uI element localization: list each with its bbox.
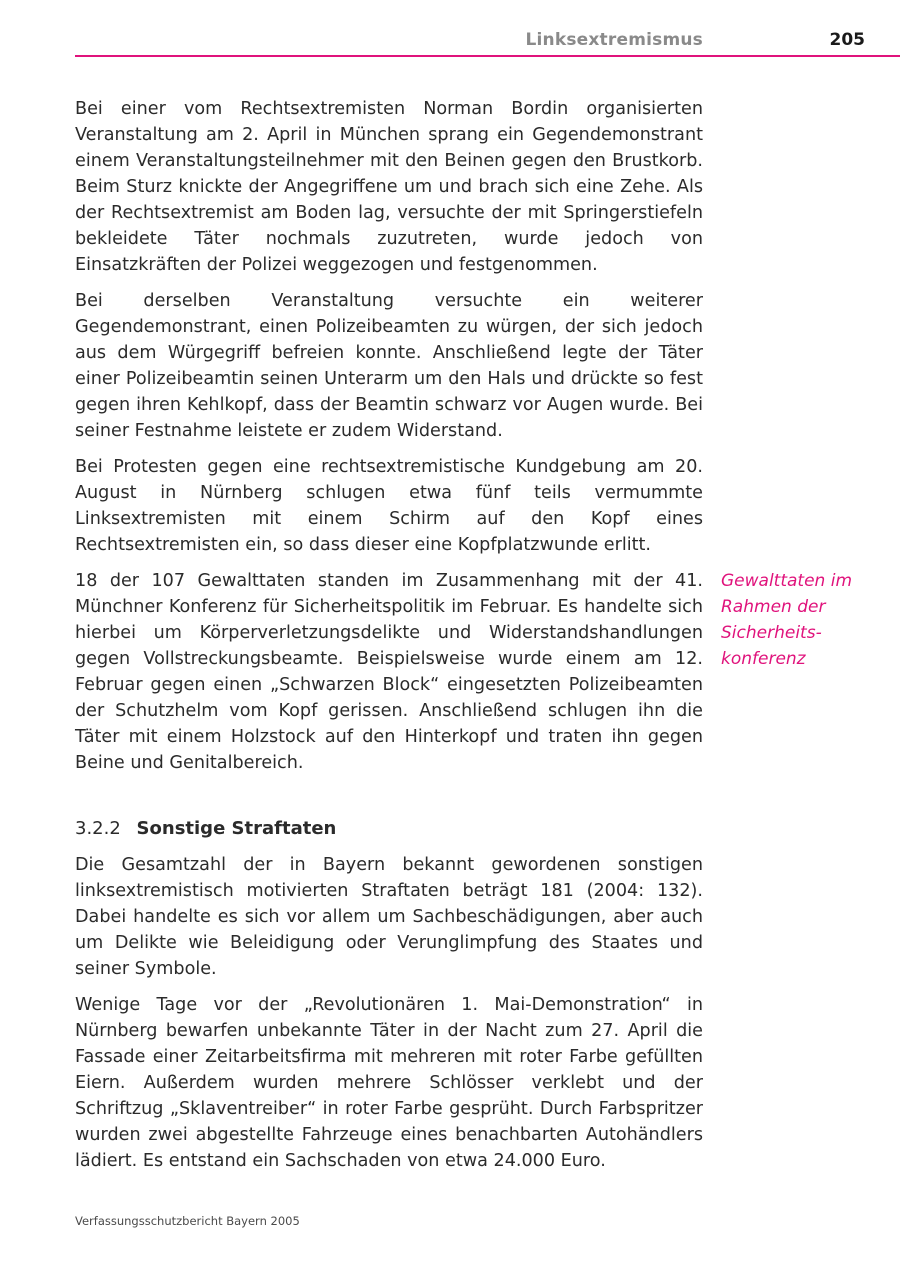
page-number: 205 bbox=[829, 30, 865, 50]
paragraph: Bei derselben Veranstaltung versuchte ein weiterer Gegendemonstrant, einen Polizeibeamten zu würgen, der sich jedoch aus dem Würgegriff befreien konnte. Anschließend legte der Täter einer Polizeibeamtin seinen Unterarm um den Hals und drückte so fest gegen ihren Kehlkopf, dass der Beamtin schwarz vor Augen wurde. Bei seiner Festnahme leistete er zudem Widerstand. bbox=[75, 291, 703, 441]
section-title: Sonstige Straftaten bbox=[136, 818, 337, 839]
page-footer: Verfassungsschutzbericht Bayern 2005 bbox=[75, 1214, 300, 1228]
paragraph: Bei Protesten gegen eine rechtsextremistische Kundgebung am 20. August in Nürnberg schlugen etwa fünf teils vermummte Linksextremisten mit einem Schirm auf den Kopf eines Rechtsextremisten ein, so dass dieser eine Kopfplatzwunde erlitt. bbox=[75, 457, 703, 555]
paragraph: Wenige Tage vor der „Revolutionären 1. Mai-Demonstration“ in Nürnberg bewarfen unbekannte Täter in der Nacht zum 27. April die Fassade einer Zeitarbeitsfirma mit mehreren mit roter Farbe gefüllten Eiern. Außerdem wurden mehrere Schlösser verklebt und der Schriftzug „Sklaventreiber“ in roter Farbe gesprüht. Durch Farbspritzer wurden zwei abgestellte Fahrzeuge eines benachbarten Autohändlers lädiert. Es entstand ein Sachschaden von etwa 24.000 Euro. bbox=[75, 995, 703, 1171]
paragraph: Bei einer vom Rechtsextremisten Norman Bordin organisierten Veranstaltung am 2. April in München sprang ein Gegendemonstrant einem Veranstaltungsteilnehmer mit den Beinen gegen den Brustkorb. Beim Sturz knickte der Angegriffene um und brach sich eine Zehe. Als der Rechtsextremist am Boden lag, versuchte der mit Springerstiefeln bekleidete Täter nochmals zuzutreten, wurde jedoch von Einsatzkräften der Polizei weggezogen und festgenommen. bbox=[75, 99, 703, 275]
main-content bbox=[75, 96, 853, 1184]
running-title: Linksextremismus bbox=[525, 30, 703, 50]
header-divider bbox=[75, 55, 900, 57]
margin-note: Gewalttaten im Rahmen der Sicherheitskonferenz bbox=[721, 571, 853, 669]
page-header bbox=[75, 30, 900, 58]
paragraph: 18 der 107 Gewalttaten standen im Zusammenhang mit der 41. Münchner Konferenz für Sicherheitspolitik im Februar. Es handelte sich hierbei um Körperverletzungsdelikte und Widerstandshandlungen gegen Vollstreckungsbeamte. Beispielsweise wurde einem am 12. Februar gegen einen „Schwarzen Block“ eingesetzten Polizeibeamten der Schutzhelm vom Kopf gerissen. Anschließend schlugen ihn die Täter mit einem Holzstock auf den Hinterkopf und traten ihn gegen Beine und Genitalbereich. bbox=[75, 571, 703, 773]
paragraph: Die Gesamtzahl der in Bayern bekannt gewordenen sonstigen linksextremistisch motivierten Straftaten beträgt 181 (2004: 132). Dabei handelte es sich vor allem um Sachbeschädigungen, aber auch um Delikte wie Beleidigung oder Verunglimpfung des Staates und seiner Symbole. bbox=[75, 855, 703, 979]
section-heading bbox=[75, 816, 703, 842]
paragraph-with-margin-note bbox=[75, 568, 853, 776]
section-number: 3.2.2 bbox=[75, 818, 121, 839]
